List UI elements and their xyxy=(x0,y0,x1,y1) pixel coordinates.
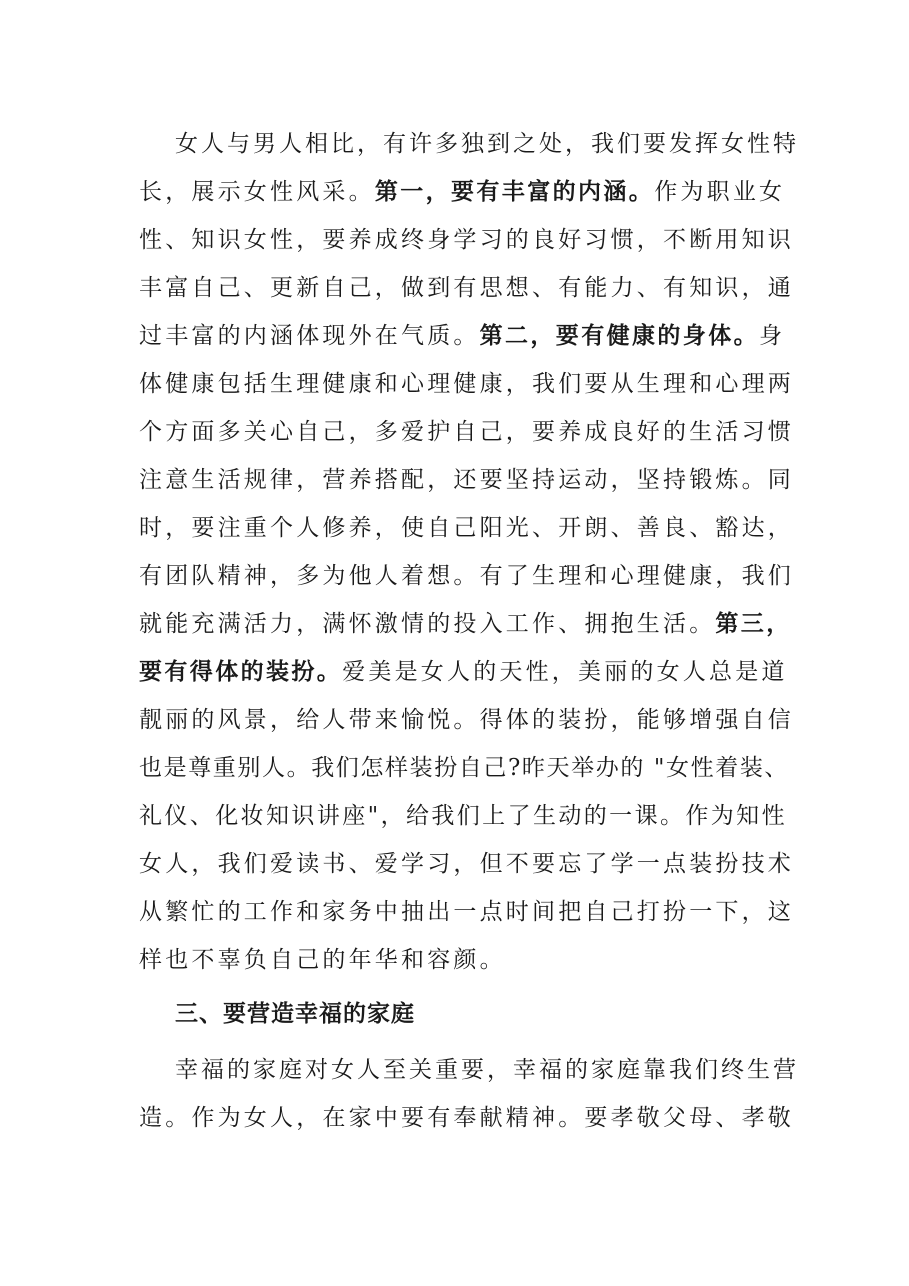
text-run: 作为职业女 xyxy=(654,179,786,205)
paragraph-line xyxy=(139,842,794,886)
paragraph-line xyxy=(139,506,794,550)
paragraph-line xyxy=(139,938,506,982)
text-run: 性、知识女性，要养成终身学习的良好习惯，不断用知识 xyxy=(139,227,794,253)
paragraph-line xyxy=(139,458,794,502)
paragraph-line xyxy=(139,746,789,790)
text-run: 样也不辜负自己的年华和容颜。 xyxy=(139,947,506,973)
text-run: 靓丽的风景，给人带来愉悦。得体的装扮，能够增强自信 xyxy=(139,707,794,733)
paragraph-line xyxy=(139,1096,794,1140)
text-run: 礼仪、化妆知识讲座"，给我们上了生动的一课。作为知性 xyxy=(139,803,787,829)
paragraph-line xyxy=(139,410,794,454)
text-run: 有团队精神，多为他人着想。有了生理和心理健康，我们 xyxy=(139,563,794,589)
text-run: 女人与男人相比，有许多独到之处，我们要发挥女性特 xyxy=(175,131,799,157)
text-run: 时，要注重个人修养，使自己阳光、开朗、善良、豁达， xyxy=(139,515,794,541)
paragraph-line xyxy=(139,554,794,598)
bold-point-third-cont: 要有得体的装扮。 xyxy=(139,658,343,685)
text-run: 身 xyxy=(759,323,786,349)
text-run: 体健康包括生理健康和心理健康，我们要从生理和心理两 xyxy=(139,371,794,397)
text-run: 也是尊重别人。我们怎样装扮自己?昨天举办的 "女性着装、 xyxy=(139,755,790,781)
text-run: 爱美是女人的天性，美丽的女人总是道 xyxy=(342,659,788,685)
text-run: 从繁忙的工作和家务中抽出一点时间把自己打扮一下，这 xyxy=(139,899,794,925)
paragraph-line xyxy=(139,794,787,838)
paragraph-line xyxy=(175,1048,799,1092)
paragraph-line xyxy=(139,698,794,742)
bold-point-first: 第一，要有丰富的内涵。 xyxy=(374,178,655,205)
paragraph-line xyxy=(139,218,794,262)
paragraph-line xyxy=(139,362,794,406)
paragraph-line xyxy=(139,266,794,310)
text-run: 注意生活规律，营养搭配，还要坚持运动，坚持锻炼。同 xyxy=(139,467,794,493)
text-run: 长，展示女性风采。 xyxy=(139,179,375,205)
text-run: 幸福的家庭对女人至关重要，幸福的家庭靠我们终生营 xyxy=(175,1057,799,1083)
bold-point-third: 第三， xyxy=(715,610,792,637)
text-run: 个方面多关心自己，多爱护自己，要养成良好的生活习惯 xyxy=(139,419,794,445)
paragraph-line xyxy=(139,890,794,934)
bold-point-second: 第二，要有健康的身体。 xyxy=(479,322,760,349)
text-run: 过丰富的内涵体现外在气质。 xyxy=(139,323,480,349)
text-run: 女人，我们爱读书、爱学习，但不要忘了学一点装扮技术 xyxy=(139,851,794,877)
text-run: 丰富自己、更新自己，做到有思想、有能力、有知识，通 xyxy=(139,275,794,301)
paragraph-line xyxy=(139,650,788,694)
text-run: 就能充满活力，满怀激情的投入工作、拥抱生活。 xyxy=(139,611,716,637)
paragraph-line xyxy=(139,314,785,358)
paragraph-line xyxy=(139,170,785,214)
section-heading: 三、要营造幸福的家庭 xyxy=(175,1001,415,1027)
paragraph-line xyxy=(139,602,792,646)
text-run: 造。作为女人，在家中要有奉献精神。要孝敬父母、孝敬 xyxy=(139,1105,794,1131)
paragraph-line xyxy=(175,122,799,166)
